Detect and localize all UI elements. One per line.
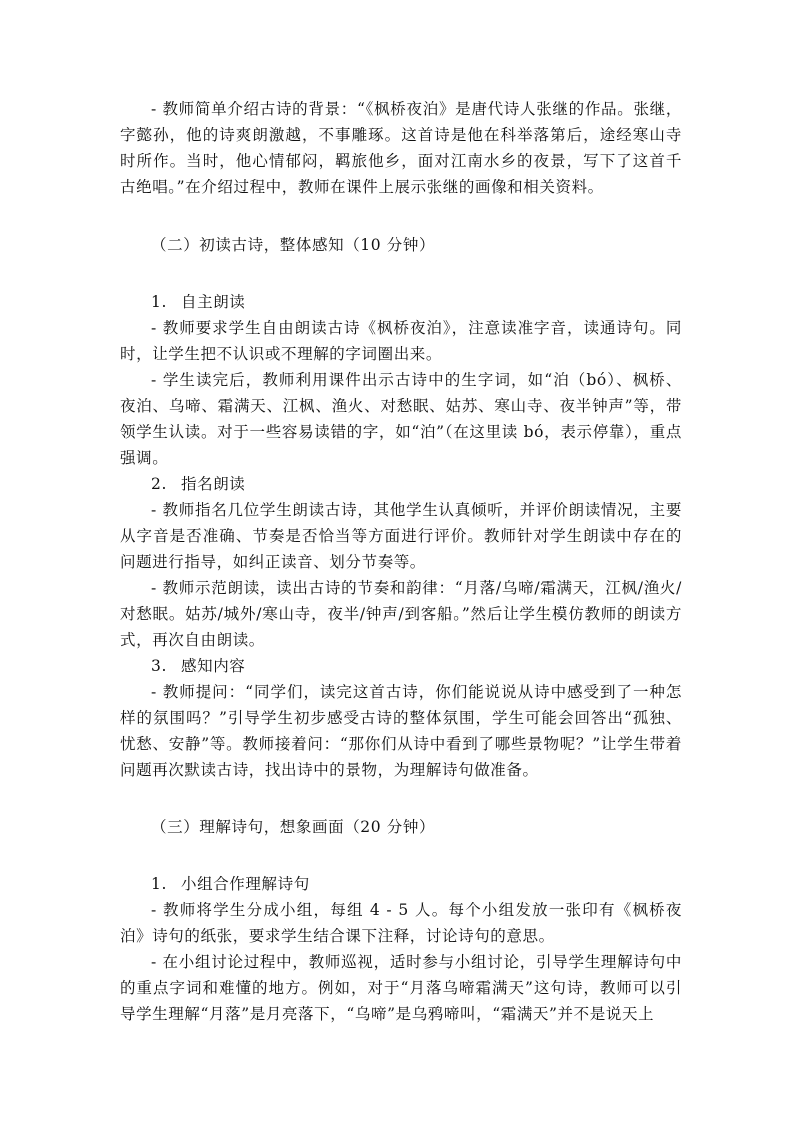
item-heading [120, 653, 682, 679]
item-paragraph: - 教师指名几位学生朗读古诗，其他学生认真倾听，并评价朗读情况，主要从字音是否准确、节奏是否恰当等方面进行评价。教师针对学生朗读中存在的问题进行指导，如纠正读音、划分节奏等。 [120, 501, 682, 571]
item-paragraph: - 学生读完后，教师利用课件出示古诗中的生字词，如“泊（bó）、枫桥、夜泊、乌啼、霜满天、江枫、渔火、对愁眠、姑苏、寒山寺、夜半钟声”等，带领学生认读。对于一些容易读错的字，如“泊”（在这里读 bó，表示停靠），重点强调。 [120, 371, 682, 467]
spacer [120, 200, 682, 232]
item-title-text: 指名朗读 [181, 475, 246, 493]
item-heading [120, 289, 682, 315]
item-paragraph: - 教师将学生分成小组，每组 4 - 5 人。每个小组发放一张印有《枫桥夜泊》诗句的纸张，要求学生结合课下注释，讨论诗句的意思。 [120, 901, 682, 945]
item-title-text: 感知内容 [181, 657, 246, 675]
spacer [120, 840, 682, 871]
item-number: 3. [151, 657, 167, 675]
item-heading [120, 871, 682, 897]
document-body [120, 96, 682, 1027]
intro-paragraph: - 教师简单介绍古诗的背景：“《枫桥夜泊》是唐代诗人张继的作品。张继，字懿孙，他的诗爽朗激越，不事雕琢。这首诗是他在科举落第后，途经寒山寺时所作。当时，他心情郁闷，羁旅他乡，面对江南水乡的夜景，写下了这首千古绝唱。”在介绍过程中，教师在课件上展示张继的画像和相关资料。 [120, 100, 682, 196]
item-paragraph: - 教师示范朗读，读出古诗的节奏和韵律：“月落/乌啼/霜满天，江枫/渔火/对愁眠。姑苏/城外/寒山寺，夜半/钟声/到客船。”然后让学生模仿教师的朗读方式，再次自由朗读。 [120, 579, 682, 649]
item-number: 2. [151, 475, 167, 493]
spacer [120, 783, 682, 814]
section-heading-3: （三）理解诗句，想象画面（20 分钟） [151, 818, 436, 836]
item-title-text: 自主朗读 [181, 293, 246, 311]
item-paragraph: - 在小组讨论过程中，教师巡视，适时参与小组讨论，引导学生理解诗句中的重点字词和难懂的地方。例如，对于“月落乌啼霜满天”这句诗，教师可以引导学生理解“月落”是月亮落下，“乌啼”是乌鸦啼叫，“霜满天”并不是说天上 [120, 953, 682, 1023]
section-heading-2: （二）初读古诗，整体感知（10 分钟） [151, 236, 436, 254]
item-paragraph: - 教师提问：“同学们，读完这首古诗，你们能说说从诗中感受到了一种怎样的氛围吗？”引导学生初步感受古诗的整体氛围，学生可能会回答出“孤独、忧愁、安静”等。教师接着问：“那你们从诗中看到了哪些景物呢？”让学生带着问题再次默读古诗，找出诗中的景物，为理解诗句做准备。 [120, 683, 682, 779]
item-number: 1. [151, 875, 167, 893]
item-title-text: 小组合作理解诗句 [181, 875, 310, 893]
item-number: 1. [151, 293, 167, 311]
item-heading [120, 471, 682, 497]
spacer [120, 258, 682, 289]
item-paragraph: - 教师要求学生自由朗读古诗《枫桥夜泊》，注意读准字音，读通诗句。同时，让学生把不认识或不理解的字词圈出来。 [120, 319, 682, 363]
